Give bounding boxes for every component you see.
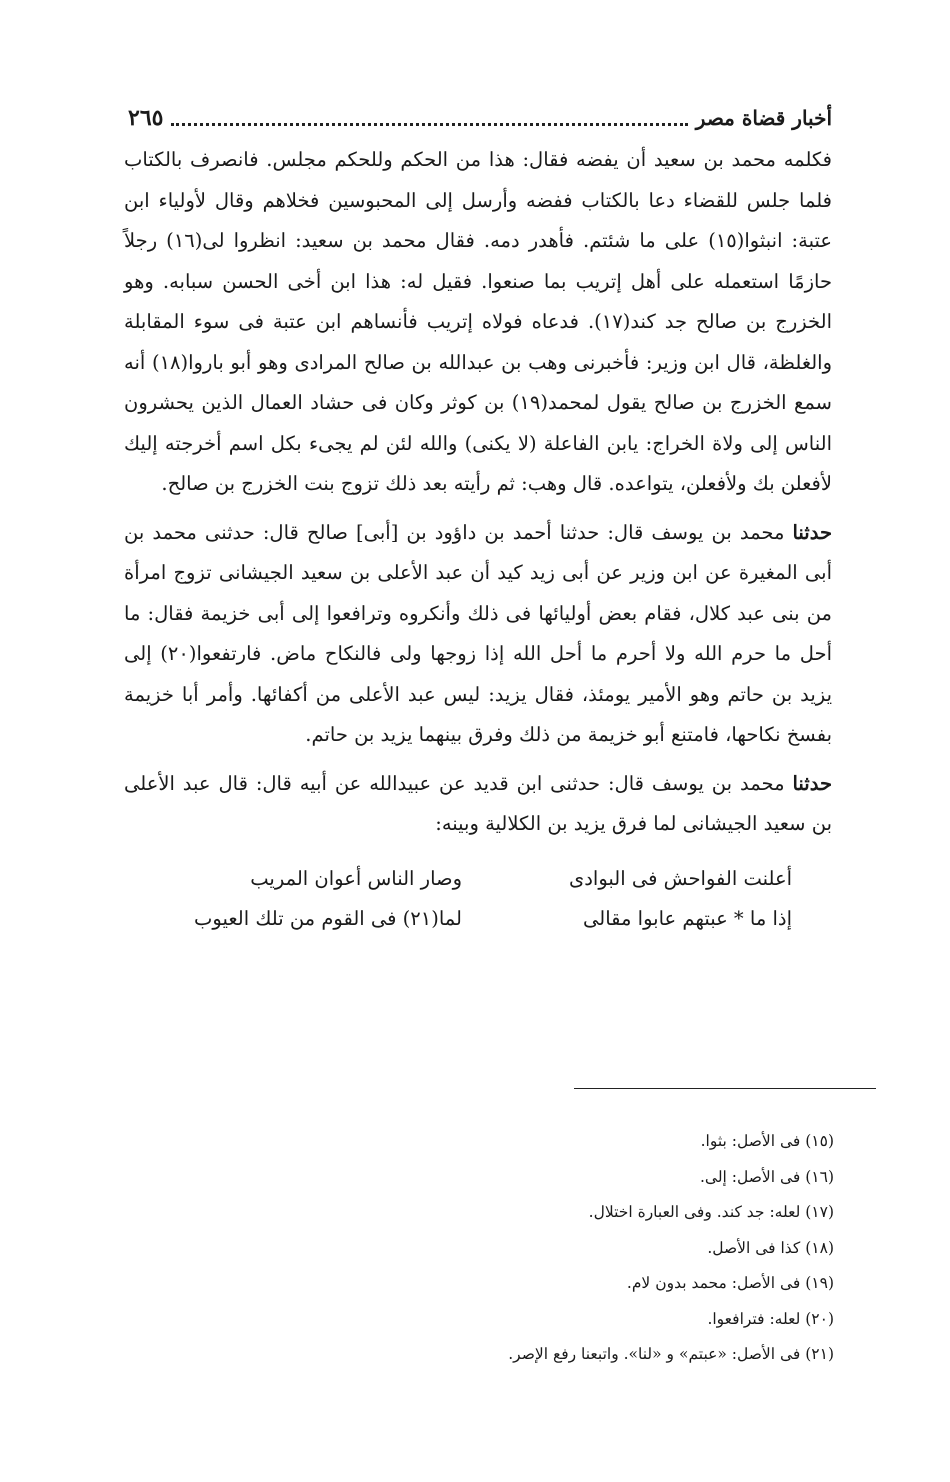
running-header [128, 98, 832, 138]
paragraph-lead: حدثنا [792, 771, 832, 795]
footnote: (١٥) فى الأصل: بثوا. [700, 1132, 834, 1150]
footnote: (١٧) لعله: جد كند. وفى العبارة اختلال. [588, 1203, 834, 1221]
poem [124, 859, 832, 940]
main-text [124, 140, 832, 940]
footnote: (١٨) كذا فى الأصل. [707, 1238, 834, 1257]
footnote: (١٩) فى الأصل: محمد بدون لام. [626, 1274, 834, 1292]
paragraph [124, 513, 832, 756]
paragraph [124, 764, 832, 845]
footnotes [124, 1124, 834, 1373]
paragraph-lead: حدثنا [792, 520, 832, 544]
verse-second-hemistich: لما(٢١) فى القوم من تلك العيوب [194, 907, 462, 930]
book-title: أخبار قضاة مصر [695, 106, 832, 130]
poem-verse [124, 859, 832, 900]
footnote-separator [574, 1088, 876, 1089]
header-leader-dots [171, 123, 687, 126]
verse-first-hemistich: أعلنت الفواحش فى البوادى [568, 866, 792, 890]
verse-second-hemistich: وصار الناس أعوان المريب [250, 866, 462, 890]
page-number: ٢٦٥ [128, 105, 164, 131]
paragraph-text: فكلمه محمد بن سعيد أن يفضه فقال: هذا من الحكم وللحكم مجلس. فانصرف بالكتاب فلما جلس للقضاء دعا بالكتاب ففضه وأرسل إلى المحبوسين فخلاهم وقال لأولياء ابن عتبة: انبثوا(١٥) على ما شئتم. فأهدر دمه. فقال محمد بن سعيد: انظروا لى(١٦) رجلاً حازمًا استعمله على أهل إتريب بما صنعوا. فقيل له: هذا ابن أخى الحسن سبابه. وهو الخزرج بن صالح جد كند(١٧). فدعاه فولاه إتريب فأنساهم ابن عتبة فى سوء المقابلة والغلظة، قال ابن وزير: فأخبرنى وهب بن عبدالله بن صالح المرادى وهو أبو باروا(١٨) أنه سمع الخزرج بن صالح يقول لمحمد(١٩) بن كوثر وكان فى حشاد العمال الذين يحشرون الناس إلى ولاة الخراج: يابن الفاعلة (لا يكنى) والله لئن لم يجىء بكل اسم أخرجته إليك لأفعلن بك ولأفعلن، يتواعده. قال وهب: ثم رأيته بعد ذلك تزوج بنت الخزرج بن صالح. [124, 148, 832, 495]
paragraph [124, 140, 832, 505]
poem-verse [124, 899, 832, 940]
paragraph-text: محمد بن يوسف قال: حدثنا أحمد بن داؤود بن [أبى] صالح قال: حدثنى محمد بن أبى المغيرة عن ابن وزير عن أبى زيد كيد أن عبد الأعلى بن سعيد الجيشانى تزوج امرأة من بنى عبد كلال، فقام بعض أوليائها فى ذلك وأنكروه وترافعوا إلى أبى خزيمة فقال: ما أحل ما حرم الله ولا أحرم ما أحل الله إذا زوجها ولى فالنكاح ماض. فارتفعوا(٢٠) إلى يزيد بن حاتم وهو الأمير يومئذ، فقال يزيد: ليس عبد الأعلى من أكفائها. وأمر أبا خزيمة بفسخ نكاحها، فامتنع أبو خزيمة من ذلك وفرق بينهما يزيد بن حاتم. [124, 520, 832, 746]
paragraph-text: محمد بن يوسف قال: حدثنى ابن قديد عن عبيدالله عن أبيه قال: قال عبد الأعلى بن سعيد الجيشانى لما فرق يزيد بن الكلالية وبينه: [124, 771, 832, 835]
footnote: (٢٠) لعله: فترافعوا. [707, 1309, 834, 1328]
verse-first-hemistich: إذا ما * عبتهم عابوا مقالى [583, 907, 792, 930]
footnote: (١٦) فى الأصل: إلى. [699, 1167, 834, 1186]
footnote: (٢١) فى الأصل: «عبتم» و «لنا». واتبعنا رفع الإصر. [508, 1345, 834, 1363]
